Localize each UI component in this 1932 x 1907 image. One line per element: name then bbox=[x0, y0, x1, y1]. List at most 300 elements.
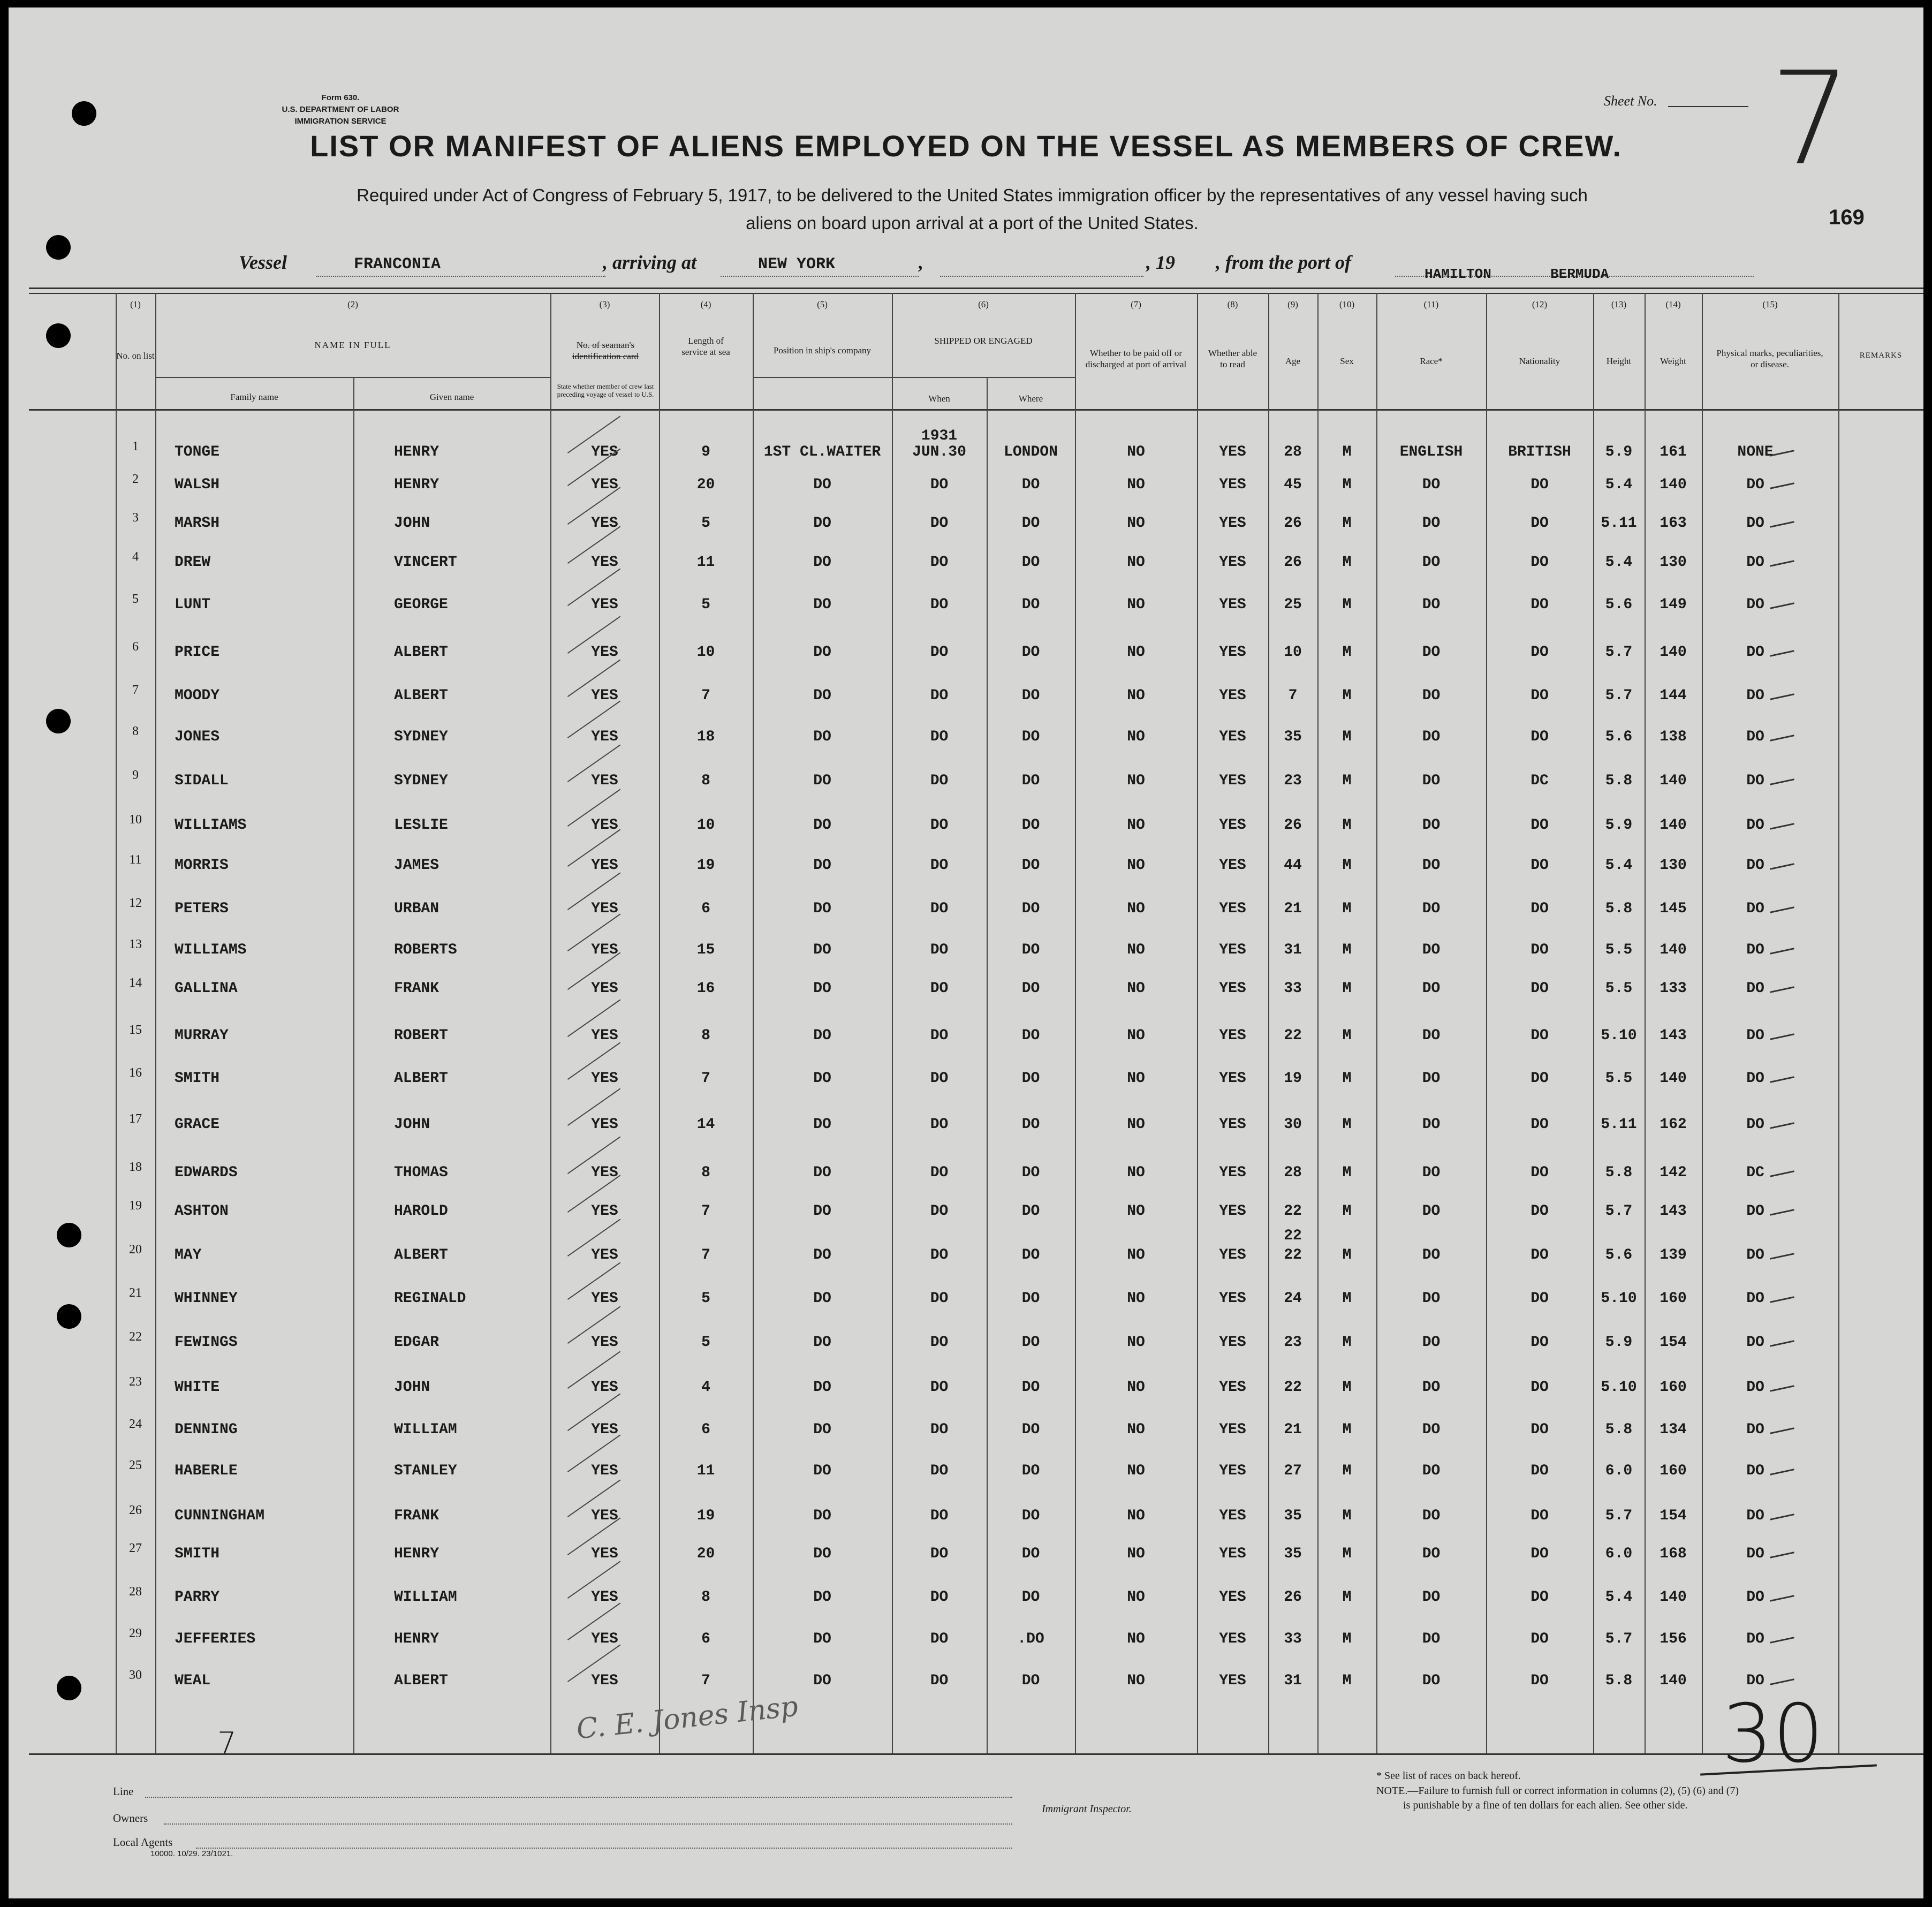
service-years: 9 bbox=[701, 444, 710, 460]
date-comma: , bbox=[919, 252, 923, 273]
column-divider bbox=[892, 293, 893, 1753]
stamped-page-number: 169 bbox=[1829, 206, 1865, 229]
year-label: , 19 bbox=[1146, 252, 1175, 273]
age: 22 bbox=[1284, 1027, 1302, 1044]
col-13-number: (13) bbox=[1611, 299, 1627, 309]
paid-off: NO bbox=[1127, 1203, 1145, 1220]
able-to-read: YES bbox=[1219, 1290, 1246, 1307]
arriving-port: NEW YORK bbox=[758, 255, 836, 274]
age: 33 bbox=[1284, 980, 1302, 997]
race: ENGLISH bbox=[1399, 444, 1463, 460]
age: 23 bbox=[1284, 773, 1302, 789]
family-name: WILLIAMS bbox=[175, 817, 247, 834]
previous-voyage: YES bbox=[591, 1463, 618, 1479]
given-name: STANLEY bbox=[394, 1463, 457, 1479]
ship-position: DO bbox=[813, 817, 831, 834]
sex: M bbox=[1342, 1421, 1352, 1438]
ship-position: DO bbox=[813, 1203, 831, 1220]
service-years: 11 bbox=[696, 554, 715, 571]
row-number: 19 bbox=[129, 1199, 142, 1213]
previous-voyage: YES bbox=[591, 942, 618, 958]
col-1-label: No. on list bbox=[116, 351, 155, 361]
height: 5.9 bbox=[1605, 444, 1633, 460]
age: 30 bbox=[1284, 1116, 1302, 1133]
col-2b-label: Given name bbox=[429, 392, 474, 402]
height: 5.5 bbox=[1605, 1070, 1633, 1087]
col-6-number: (6) bbox=[978, 299, 989, 309]
family-name: MARSH bbox=[175, 515, 220, 532]
row-number: 9 bbox=[132, 768, 139, 782]
age: 27 bbox=[1284, 1463, 1302, 1479]
shipped-when: DO bbox=[930, 942, 949, 958]
able-to-read: YES bbox=[1219, 1203, 1246, 1220]
nationality: DO bbox=[1531, 1247, 1549, 1263]
ship-position: DO bbox=[813, 687, 831, 704]
family-name: WHINNEY bbox=[175, 1290, 238, 1307]
height: 5.5 bbox=[1605, 980, 1633, 997]
shipped-when: DO bbox=[930, 1546, 949, 1562]
age: 26 bbox=[1284, 817, 1302, 834]
previous-voyage: YES bbox=[591, 1164, 618, 1181]
date-rule bbox=[940, 276, 1143, 277]
col-12-number: (12) bbox=[1532, 299, 1548, 309]
family-name: LUNT bbox=[175, 596, 211, 613]
race: DO bbox=[1422, 644, 1441, 661]
given-name: SYDNEY bbox=[394, 729, 448, 745]
column-divider bbox=[1838, 293, 1839, 1753]
paid-off: NO bbox=[1127, 900, 1145, 917]
given-name: GEORGE bbox=[394, 596, 448, 613]
age: 26 bbox=[1284, 1589, 1302, 1606]
physical-marks: DO bbox=[1746, 476, 1764, 493]
nationality: DO bbox=[1531, 1379, 1549, 1396]
height: 6.0 bbox=[1605, 1463, 1633, 1479]
col-6a-label: When bbox=[928, 393, 950, 404]
shipped-where: DO bbox=[1021, 644, 1040, 661]
height: 5.4 bbox=[1605, 476, 1633, 493]
shipped-when: DO bbox=[930, 1589, 949, 1606]
weight: 149 bbox=[1660, 596, 1687, 613]
service-years: 8 bbox=[701, 773, 710, 789]
race: DO bbox=[1422, 1421, 1441, 1438]
col-13-label: Height bbox=[1606, 356, 1632, 366]
col-12-label: Nationality bbox=[1519, 356, 1560, 366]
given-name: HENRY bbox=[394, 444, 440, 460]
weight: 161 bbox=[1660, 444, 1687, 460]
height: 5.11 bbox=[1601, 1116, 1637, 1133]
department-name: U.S. DEPARTMENT OF LABOR bbox=[282, 105, 399, 114]
table-bottom-rule bbox=[29, 1753, 1923, 1755]
given-name: JOHN bbox=[394, 1379, 430, 1396]
ship-position: DO bbox=[813, 515, 831, 532]
race: DO bbox=[1422, 900, 1441, 917]
row-number: 6 bbox=[132, 640, 139, 654]
paid-off: NO bbox=[1127, 773, 1145, 789]
physical-marks: DO bbox=[1746, 1463, 1764, 1479]
family-name: WILLIAMS bbox=[175, 942, 247, 958]
age: 26 bbox=[1284, 515, 1302, 532]
paid-off: NO bbox=[1127, 1631, 1145, 1647]
shipped-where: DO bbox=[1021, 1463, 1040, 1479]
age: 28 bbox=[1284, 1164, 1302, 1181]
able-to-read: YES bbox=[1219, 687, 1246, 704]
able-to-read: YES bbox=[1219, 773, 1246, 789]
service-years: 6 bbox=[701, 900, 710, 917]
race: DO bbox=[1422, 596, 1441, 613]
sex: M bbox=[1342, 942, 1352, 958]
ship-position: DO bbox=[813, 1290, 831, 1307]
col-2-label: NAME IN FULL bbox=[314, 340, 391, 350]
race: DO bbox=[1422, 857, 1441, 874]
weight: 130 bbox=[1660, 857, 1687, 874]
shipped-where: DO bbox=[1021, 857, 1040, 874]
shipped-when: DO bbox=[930, 1631, 949, 1647]
service-years: 8 bbox=[701, 1027, 710, 1044]
age: 21 bbox=[1284, 900, 1302, 917]
vessel-rule bbox=[316, 276, 605, 277]
nationality: DO bbox=[1531, 1673, 1549, 1689]
service-years: 19 bbox=[696, 1508, 715, 1524]
able-to-read: YES bbox=[1219, 817, 1246, 834]
race: DO bbox=[1422, 942, 1441, 958]
col-3-number: (3) bbox=[599, 299, 610, 309]
service-years: 10 bbox=[696, 644, 715, 661]
sex: M bbox=[1342, 476, 1352, 493]
age: 24 bbox=[1284, 1290, 1302, 1307]
column-divider bbox=[550, 293, 551, 1753]
age: 35 bbox=[1284, 1546, 1302, 1562]
family-name: ASHTON bbox=[175, 1203, 229, 1220]
given-name: REGINALD bbox=[394, 1290, 466, 1307]
able-to-read: YES bbox=[1219, 900, 1246, 917]
previous-voyage: YES bbox=[591, 1290, 618, 1307]
given-name: ALBERT bbox=[394, 1673, 448, 1689]
able-to-read: YES bbox=[1219, 515, 1246, 532]
race: DO bbox=[1422, 1116, 1441, 1133]
shipped-when: DO bbox=[930, 1027, 949, 1044]
given-name: JAMES bbox=[394, 857, 440, 874]
ship-position: DO bbox=[813, 773, 831, 789]
shipped-subheader-rule bbox=[753, 377, 1075, 378]
binder-hole bbox=[72, 101, 96, 126]
physical-marks: DO bbox=[1746, 1070, 1764, 1087]
given-name: ALBERT bbox=[394, 1247, 448, 1263]
race: DO bbox=[1422, 476, 1441, 493]
height: 5.4 bbox=[1605, 1589, 1633, 1606]
sex: M bbox=[1342, 1379, 1352, 1396]
shipped-when: DO bbox=[930, 1247, 949, 1263]
paid-off: NO bbox=[1127, 1164, 1145, 1181]
age: 22 bbox=[1284, 1247, 1302, 1263]
sex: M bbox=[1342, 729, 1352, 745]
physical-marks: DO bbox=[1746, 644, 1764, 661]
height: 5.4 bbox=[1605, 857, 1633, 874]
service-years: 4 bbox=[701, 1379, 710, 1396]
race: DO bbox=[1422, 687, 1441, 704]
paid-off: NO bbox=[1127, 1027, 1145, 1044]
given-name: VINCERT bbox=[394, 554, 457, 571]
weight: 133 bbox=[1660, 980, 1687, 997]
remarks-label: REMARKS bbox=[1859, 351, 1903, 360]
given-name: ALBERT bbox=[394, 644, 448, 661]
ship-position: DO bbox=[813, 644, 831, 661]
col-4-label: Length of service at sea bbox=[681, 336, 730, 357]
paid-off: NO bbox=[1127, 1070, 1145, 1087]
col-5-label: Position in ship's company bbox=[773, 345, 872, 355]
row-number: 23 bbox=[129, 1375, 142, 1389]
weight: 140 bbox=[1660, 1673, 1687, 1689]
shipped-when: DO bbox=[930, 1334, 949, 1351]
row-number: 29 bbox=[129, 1626, 142, 1640]
ship-position: DO bbox=[813, 942, 831, 958]
given-name: EDGAR bbox=[394, 1334, 440, 1351]
given-name: WILLIAM bbox=[394, 1421, 457, 1438]
height: 5.10 bbox=[1601, 1379, 1637, 1396]
height: 5.8 bbox=[1605, 1164, 1633, 1181]
paid-off: NO bbox=[1127, 476, 1145, 493]
given-name: URBAN bbox=[394, 900, 440, 917]
nationality: DO bbox=[1531, 1164, 1549, 1181]
weight: 163 bbox=[1660, 515, 1687, 532]
sex: M bbox=[1342, 817, 1352, 834]
nationality: DO bbox=[1531, 1421, 1549, 1438]
col-4-number: (4) bbox=[700, 299, 711, 309]
column-divider bbox=[1645, 293, 1646, 1753]
shipped-where: DO bbox=[1021, 817, 1040, 834]
shipped-where: DO bbox=[1021, 1421, 1040, 1438]
nationality: DO bbox=[1531, 980, 1549, 997]
service-years: 7 bbox=[701, 687, 710, 704]
given-name: THOMAS bbox=[394, 1164, 448, 1181]
shipped-where: DO bbox=[1021, 1589, 1040, 1606]
inspector-label: Immigrant Inspector. bbox=[1042, 1803, 1132, 1815]
service-years: 6 bbox=[701, 1631, 710, 1647]
ship-position: DO bbox=[813, 1027, 831, 1044]
paid-off: NO bbox=[1127, 1379, 1145, 1396]
race: DO bbox=[1422, 817, 1441, 834]
row-number: 28 bbox=[129, 1585, 142, 1599]
sex: M bbox=[1342, 1116, 1352, 1133]
previous-voyage: YES bbox=[591, 1421, 618, 1438]
col-2-number: (2) bbox=[347, 299, 358, 309]
paid-off: NO bbox=[1127, 644, 1145, 661]
race: DO bbox=[1422, 729, 1441, 745]
ship-position: DO bbox=[813, 857, 831, 874]
able-to-read: YES bbox=[1219, 1463, 1246, 1479]
age: 22 bbox=[1284, 1379, 1302, 1396]
column-divider bbox=[1486, 293, 1487, 1753]
family-name: MURRAY bbox=[175, 1027, 229, 1044]
age: 25 bbox=[1284, 596, 1302, 613]
height: 5.8 bbox=[1605, 773, 1633, 789]
physical-marks: DO bbox=[1746, 515, 1764, 532]
sex: M bbox=[1342, 444, 1352, 460]
shipped-when: DO bbox=[930, 1116, 949, 1133]
col-3-struck-label: No. of seaman's identification card bbox=[572, 340, 639, 361]
sex: M bbox=[1342, 1164, 1352, 1181]
sex: M bbox=[1342, 773, 1352, 789]
height: 5.6 bbox=[1605, 1247, 1633, 1263]
sex: M bbox=[1342, 900, 1352, 917]
ship-position: DO bbox=[813, 729, 831, 745]
given-name: JOHN bbox=[394, 515, 430, 532]
paid-off: NO bbox=[1127, 980, 1145, 997]
ship-position: DO bbox=[813, 980, 831, 997]
previous-voyage: YES bbox=[591, 857, 618, 874]
paid-off: NO bbox=[1127, 817, 1145, 834]
race: DO bbox=[1422, 1247, 1441, 1263]
paid-off: NO bbox=[1127, 1247, 1145, 1263]
shipped-where: DO bbox=[1021, 729, 1040, 745]
penalty-note-line-2: is punishable by a fine of ten dollars for each alien. See other side. bbox=[1403, 1799, 1688, 1811]
col-10-number: (10) bbox=[1339, 299, 1355, 309]
previous-voyage: YES bbox=[591, 1203, 618, 1220]
form-number: Form 630. bbox=[321, 93, 360, 102]
age: 44 bbox=[1284, 857, 1302, 874]
shipped-where: DO bbox=[1021, 1334, 1040, 1351]
weight: 140 bbox=[1660, 476, 1687, 493]
weight: 130 bbox=[1660, 554, 1687, 571]
able-to-read: YES bbox=[1219, 1508, 1246, 1524]
ship-position: DO bbox=[813, 1546, 831, 1562]
previous-voyage: YES bbox=[591, 817, 618, 834]
col-9-number: (9) bbox=[1287, 299, 1298, 309]
previous-voyage: YES bbox=[591, 644, 618, 661]
age: 35 bbox=[1284, 729, 1302, 745]
given-name: ALBERT bbox=[394, 687, 448, 704]
previous-voyage: YES bbox=[591, 1247, 618, 1263]
ship-position: DO bbox=[813, 1379, 831, 1396]
able-to-read: YES bbox=[1219, 1673, 1246, 1689]
weight: 143 bbox=[1660, 1203, 1687, 1220]
shipped-when: DO bbox=[930, 687, 949, 704]
family-name: HABERLE bbox=[175, 1463, 238, 1479]
height: 5.8 bbox=[1605, 1673, 1633, 1689]
subtitle-line-1: Required under Act of Congress of February 5, 1917, to be delivered to the United States immigration officer by the representatives of any vessel having such bbox=[357, 185, 1588, 205]
race: DO bbox=[1422, 515, 1441, 532]
previous-voyage: YES bbox=[591, 1508, 618, 1524]
family-name: TONGE bbox=[175, 444, 220, 460]
height: 5.5 bbox=[1605, 942, 1633, 958]
service-years: 18 bbox=[696, 729, 715, 745]
shipped-where: DO bbox=[1021, 596, 1040, 613]
nationality: DO bbox=[1531, 596, 1549, 613]
age: 35 bbox=[1284, 1508, 1302, 1524]
col-7-number: (7) bbox=[1131, 299, 1141, 309]
given-name: ROBERTS bbox=[394, 942, 457, 958]
family-name: SMITH bbox=[175, 1070, 220, 1087]
column-divider bbox=[1197, 293, 1198, 1753]
family-name: DENNING bbox=[175, 1421, 238, 1438]
column-divider bbox=[1268, 293, 1269, 1753]
given-name: HAROLD bbox=[394, 1203, 448, 1220]
weight: 154 bbox=[1660, 1334, 1687, 1351]
previous-voyage: YES bbox=[591, 476, 618, 493]
family-name: FEWINGS bbox=[175, 1334, 238, 1351]
col-15-number: (15) bbox=[1762, 299, 1778, 309]
ship-position: DO bbox=[813, 1508, 831, 1524]
age: 26 bbox=[1284, 554, 1302, 571]
previous-voyage: YES bbox=[591, 1027, 618, 1044]
column-divider bbox=[753, 293, 754, 1753]
shipped-when: DO bbox=[930, 515, 949, 532]
previous-voyage: YES bbox=[591, 729, 618, 745]
age: 28 bbox=[1284, 444, 1302, 460]
shipped-where: DO bbox=[1021, 900, 1040, 917]
height: 5.7 bbox=[1605, 687, 1633, 704]
subtitle-line-2: aliens on board upon arrival at a port of the United States. bbox=[746, 213, 1199, 233]
able-to-read: YES bbox=[1219, 644, 1246, 661]
column-divider bbox=[659, 293, 660, 1753]
col-2a-label: Family name bbox=[230, 392, 278, 402]
paid-off: NO bbox=[1127, 1589, 1145, 1606]
previous-voyage: YES bbox=[591, 444, 618, 460]
shipped-when: DO bbox=[930, 596, 949, 613]
race: DO bbox=[1422, 554, 1441, 571]
paid-off: NO bbox=[1127, 1546, 1145, 1562]
given-name: HENRY bbox=[394, 1631, 440, 1647]
sex: M bbox=[1342, 1589, 1352, 1606]
physical-marks: DO bbox=[1746, 900, 1764, 917]
physical-marks: DO bbox=[1746, 1673, 1764, 1689]
vessel-line bbox=[9, 251, 1923, 283]
physical-marks: DO bbox=[1746, 554, 1764, 571]
able-to-read: YES bbox=[1219, 476, 1246, 493]
previous-voyage: YES bbox=[591, 596, 618, 613]
row-number: 10 bbox=[129, 813, 142, 827]
shipped-when: DO bbox=[930, 1203, 949, 1220]
ship-position: DO bbox=[813, 1631, 831, 1647]
paid-off: NO bbox=[1127, 554, 1145, 571]
given-name: FRANK bbox=[394, 1508, 440, 1524]
shipped-when: DO bbox=[930, 554, 949, 571]
ship-position: DO bbox=[813, 1116, 831, 1133]
row-number: 24 bbox=[129, 1417, 142, 1431]
physical-marks: DO bbox=[1746, 729, 1764, 745]
row-number: 30 bbox=[129, 1668, 142, 1682]
form-code: 10000. 10/29. 23/1021. bbox=[150, 1849, 233, 1858]
age: 10 bbox=[1284, 644, 1302, 661]
shipped-where: DO bbox=[1021, 1027, 1040, 1044]
local-agents-label: Local Agents bbox=[113, 1836, 173, 1849]
sex: M bbox=[1342, 857, 1352, 874]
height: 5.11 bbox=[1601, 515, 1637, 532]
ship-position: DO bbox=[813, 476, 831, 493]
sex: M bbox=[1342, 644, 1352, 661]
height: 5.8 bbox=[1605, 1421, 1633, 1438]
shipped-where: DO bbox=[1021, 1203, 1040, 1220]
shipped-where: DO bbox=[1021, 515, 1040, 532]
shipped-where: DO bbox=[1021, 1379, 1040, 1396]
shipped-where: DO bbox=[1021, 476, 1040, 493]
shipped-when: DO bbox=[930, 1070, 949, 1087]
shipped-where: DO bbox=[1021, 942, 1040, 958]
row-number: 14 bbox=[129, 976, 142, 990]
shipped-when: DO bbox=[930, 857, 949, 874]
row-number: 22 bbox=[129, 1330, 142, 1344]
physical-marks: DO bbox=[1746, 1247, 1764, 1263]
nationality: DO bbox=[1531, 857, 1549, 874]
weight: 140 bbox=[1660, 1070, 1687, 1087]
race: DO bbox=[1422, 773, 1441, 789]
nationality: DO bbox=[1531, 644, 1549, 661]
service-years: 7 bbox=[701, 1203, 710, 1220]
nationality: DO bbox=[1531, 476, 1549, 493]
given-name: ROBERT bbox=[394, 1027, 448, 1044]
shipped-when: DO bbox=[930, 773, 949, 789]
sex: M bbox=[1342, 1203, 1352, 1220]
service-years: 7 bbox=[701, 1673, 710, 1689]
